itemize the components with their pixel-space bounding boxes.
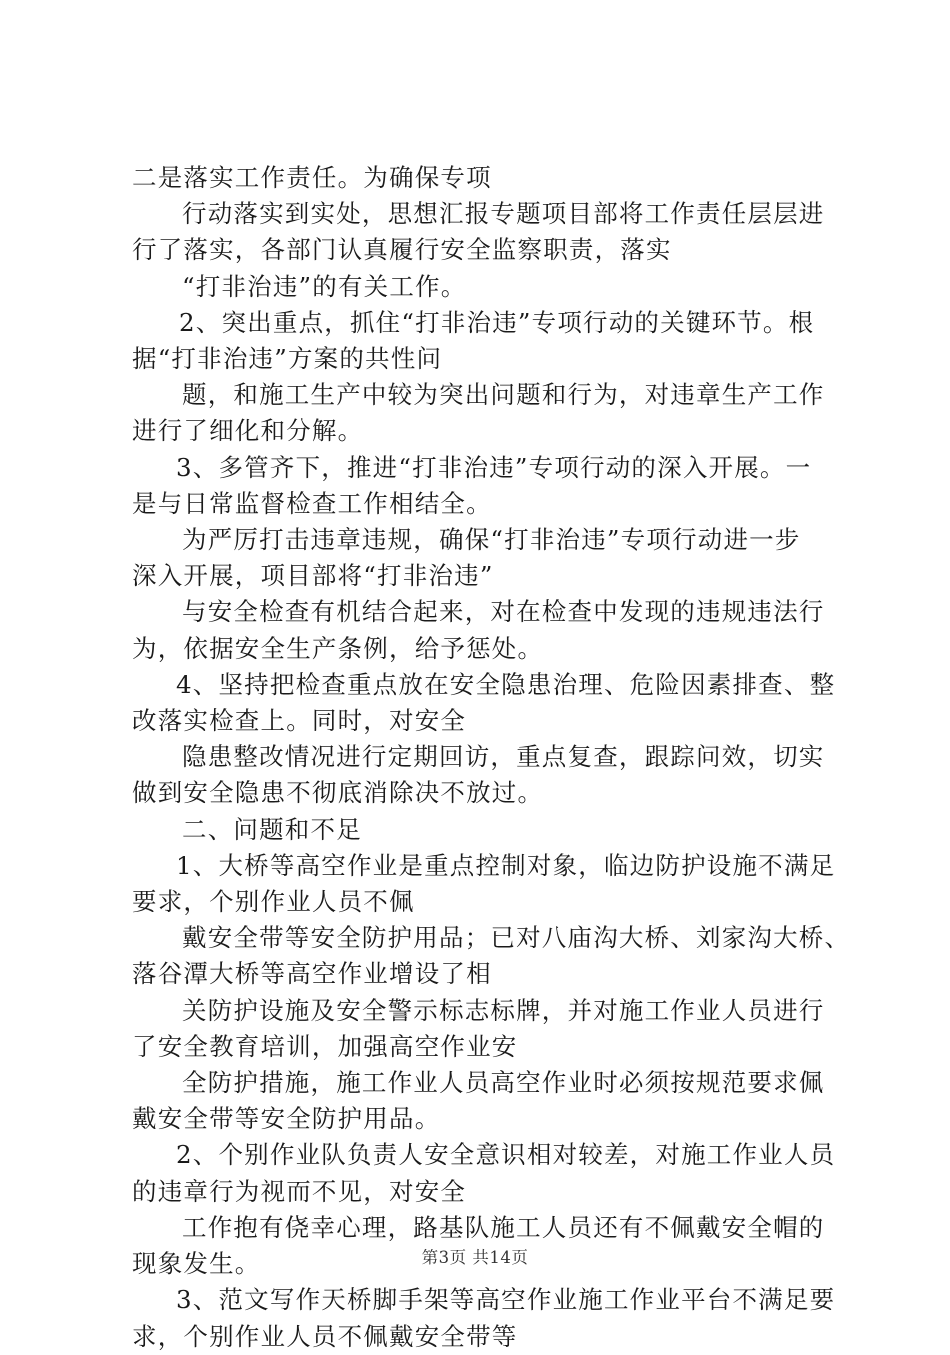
text-line: 行了落实，各部门认真履行安全监察职责，落实 [132,235,672,265]
text-line: 戴安全带等安全防护用品。 [132,1104,441,1134]
text-line: 与安全检查有机结合起来，对在检查中发现的违规违法行 [182,597,825,627]
text-line: 为，依据安全生产条例，给予惩处。 [132,633,544,663]
text-line: 为严厉打击违章违规，确保“打非治违”专项行动进一步 [182,525,801,555]
paragraph-item-2 [132,305,832,450]
text-line: 二、问题和不足 [182,814,362,844]
text-line: 进行了细化和分解。 [132,416,364,446]
paragraph-item-4 [132,667,836,812]
page-number-footer: 第3页 共14页 [421,1248,529,1267]
text-line: 现象发生。 [132,1249,261,1279]
text-line: “打非治违”的有关工作。 [182,271,467,301]
text-line: 4、坚持把检查重点放在安全隐患治理、危险因素排查、整 [176,669,836,699]
text-line: 隐患整改情况进行定期回访，重点复查，跟踪问效，切实 [182,742,825,772]
text-line: 二是落实工作责任。为确保专项 [132,163,492,192]
text-line: 1、大桥等高空作业是重点控制对象，临边防护设施不满足 [176,850,836,880]
text-line: 2、突出重点，抓住“打非治违”专项行动的关键环节。根 [179,307,815,337]
paragraph-responsibility [132,160,832,305]
text-line: 深入开展，项目部将“打非治违” [132,561,494,591]
text-line: 据“打非治违”方案的共性问 [132,344,443,374]
text-line: 3、范文写作天桥脚手架等高空作业施工作业平台不满足要 [176,1285,836,1315]
text-line: 2、个别作业队负责人安全意识相对较差，对施工作业人员 [176,1140,836,1170]
text-line: 关防护设施及安全警示标志标牌，并对施工作业人员进行 [182,995,825,1025]
text-line: 3、多管齐下，推进“打非治违”专项行动的深入开展。一 [176,452,812,482]
text-line: 要求，个别作业人员不佩 [132,887,415,917]
text-line: 求，个别作业人员不佩戴安全带等 [132,1321,518,1351]
text-line: 工作抱有侥幸心理，路基队施工人员还有不佩戴安全帽的 [182,1212,825,1242]
text-line: 行动落实到实处，思想汇报专题项目部将工作责任层层进 [182,199,825,229]
section-heading [132,812,832,848]
document-body [132,160,851,1355]
text-line: 落谷潭大桥等高空作业增设了相 [132,959,492,989]
text-line: 题，和施工生产中较为突出问题和行为，对违章生产工作 [182,380,825,410]
text-line: 全防护措施，施工作业人员高空作业时必须按规范要求佩 [182,1068,825,1098]
text-line: 了安全教育培训，加强高空作业安 [132,1031,518,1061]
text-line: 戴安全带等安全防护用品；已对八庙沟大桥、刘家沟大桥、 [182,923,851,953]
text-line: 改落实检查上。同时，对安全 [132,706,467,736]
text-line: 做到安全隐患不彻底消除决不放过。 [132,778,544,808]
paragraph-problem-1 [132,848,851,1138]
text-line: 是与日常监督检查工作相结全。 [132,488,492,518]
text-line: 的违章行为视而不见，对安全 [132,1176,467,1206]
paragraph-item-3 [132,450,832,667]
